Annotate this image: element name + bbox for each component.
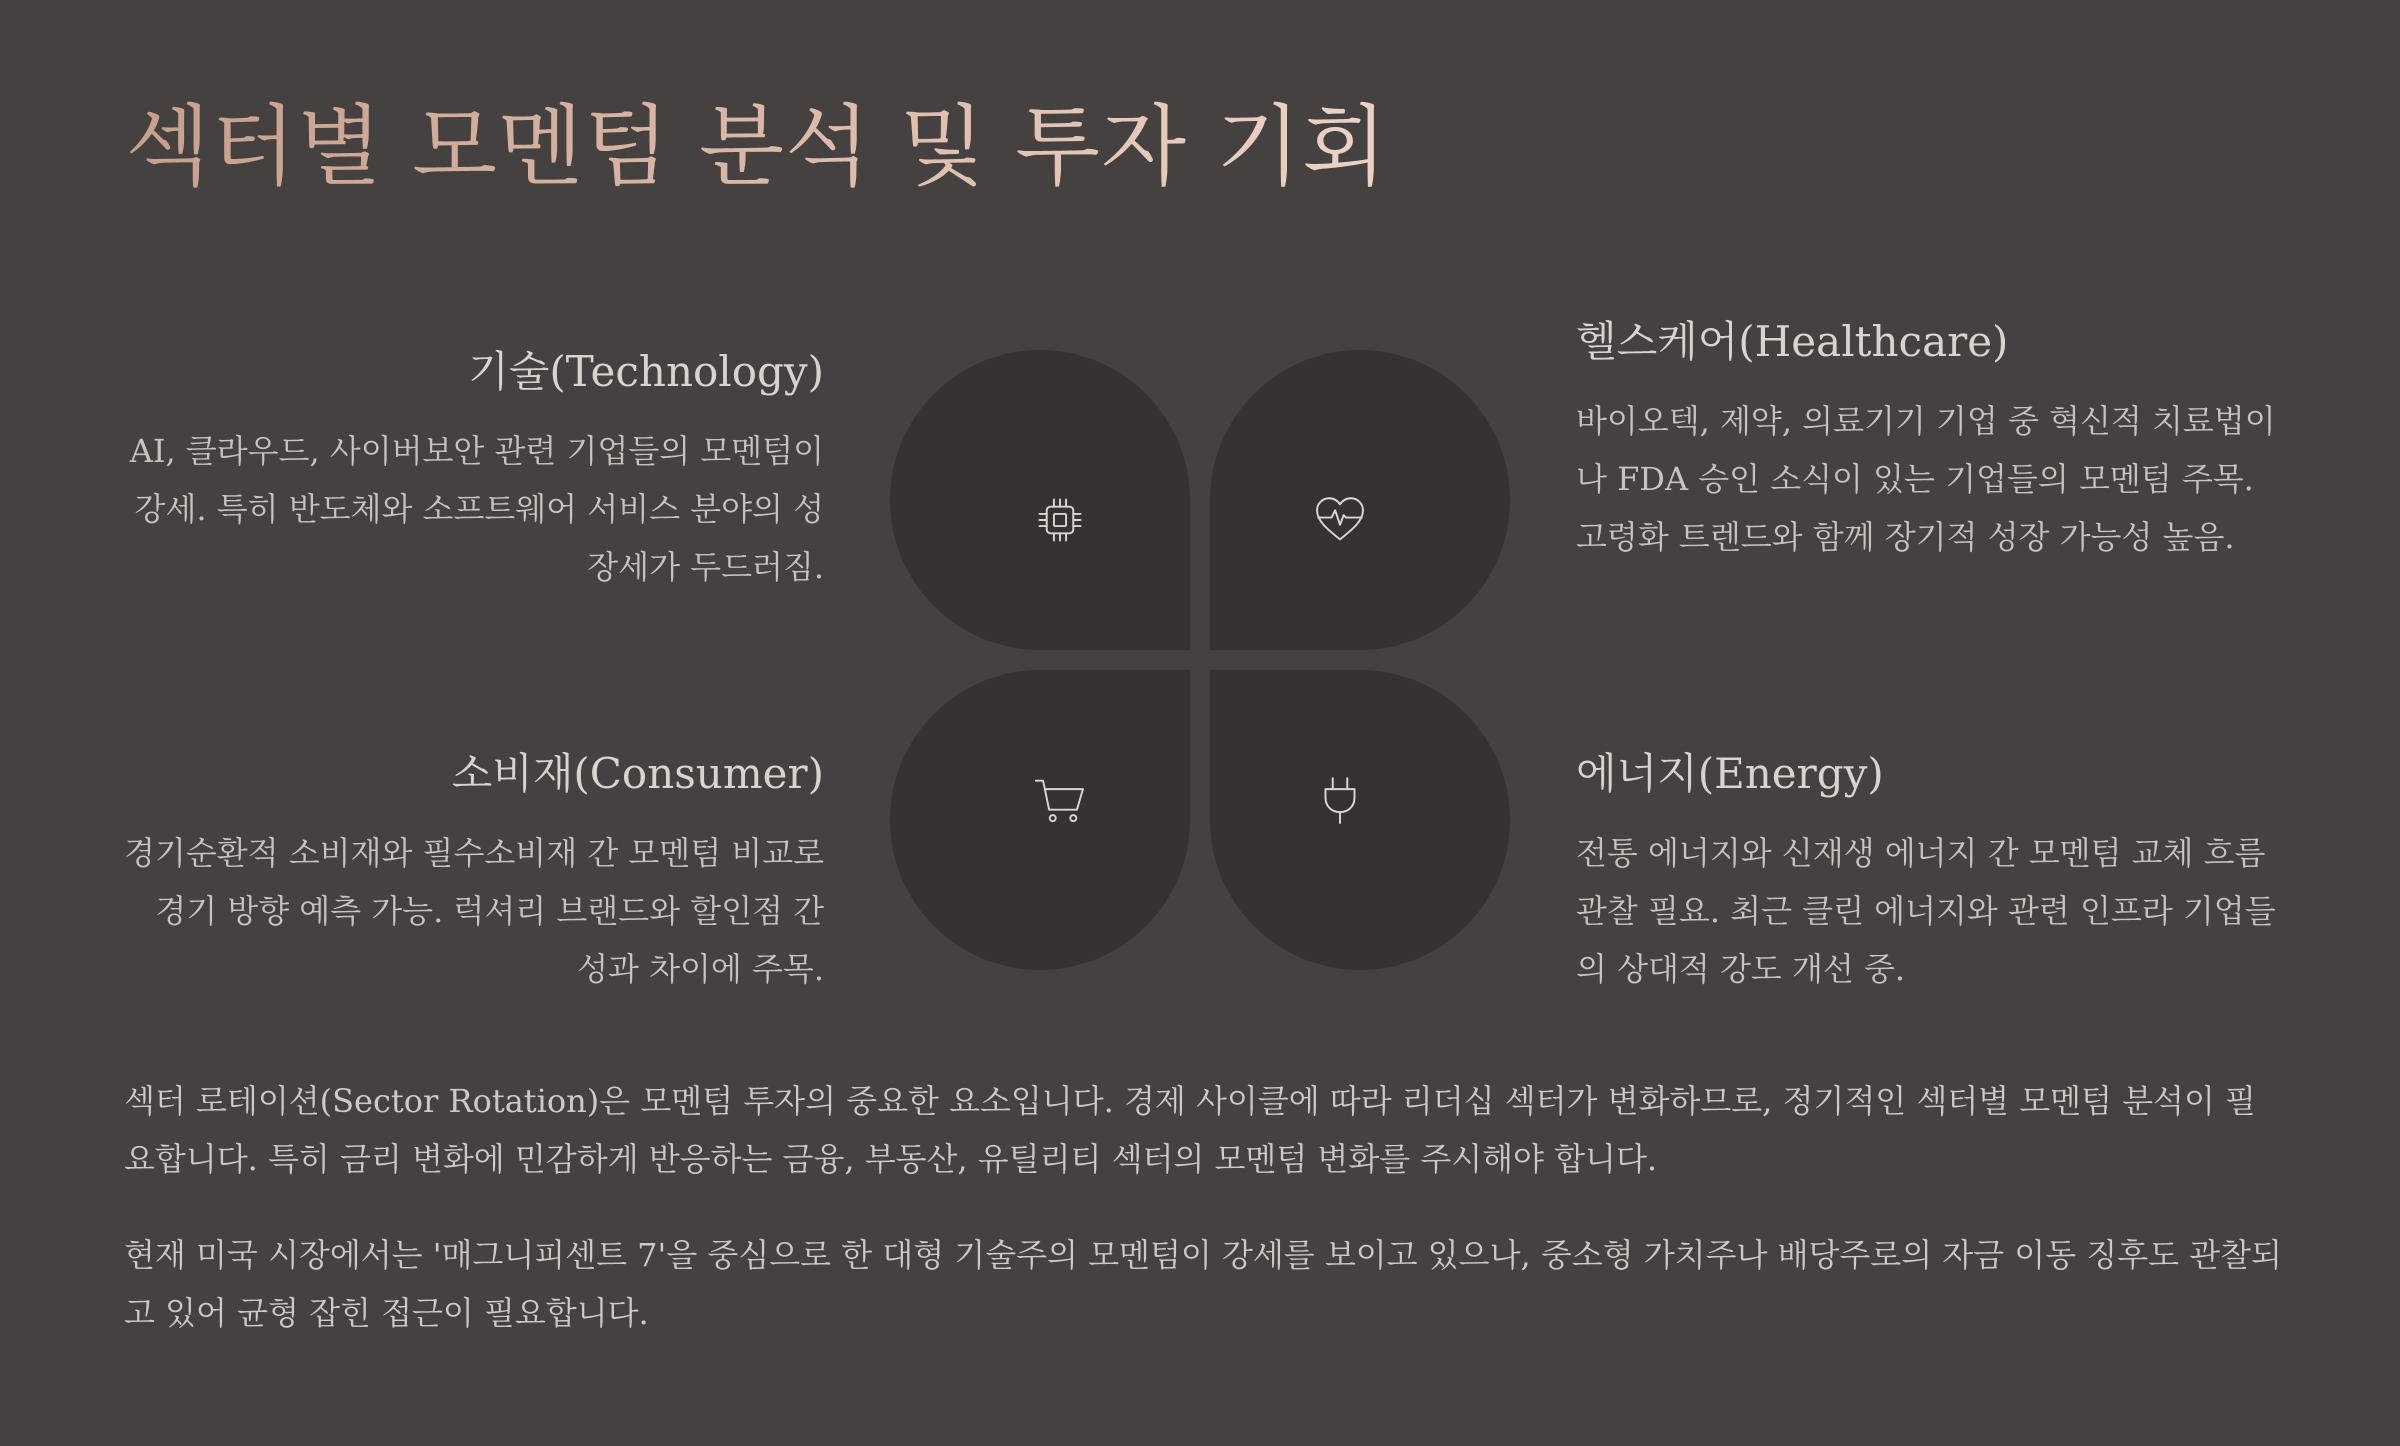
sector-description-healthcare: 바이오텍, 제약, 의료기기 기업 중 혁신적 치료법이나 FDA 승인 소식이 있는 기업들의 모멘텀 주목. 고령화 트렌드와 함께 장기적 성장 가능성 높음. [1576, 402, 2276, 556]
sector-description-consumer: 경기순환적 소비재와 필수소비재 간 모멘텀 비교로 경기 방향 예측 가능. 럭셔리 브랜드와 할인점 간 성과 차이에 주목. [124, 834, 825, 988]
shopping-cart-icon [1031, 771, 1089, 829]
cpu-icon [1031, 491, 1089, 549]
plug-icon [1311, 771, 1369, 829]
petal-energy [1210, 670, 1510, 970]
petal-technology [890, 350, 1190, 650]
sector-heading-technology: 기술(Technology) [468, 347, 824, 396]
petal-healthcare [1210, 350, 1510, 650]
page-title: 섹터별 모멘텀 분석 및 투자 기회 [125, 92, 1388, 202]
sector-energy [1576, 746, 2276, 998]
sector-heading-energy: 에너지(Energy) [1576, 749, 1884, 798]
sector-heading-consumer: 소비재(Consumer) [451, 749, 824, 798]
heart-pulse-icon [1311, 491, 1369, 549]
sector-description-energy: 전통 에너지와 신재생 에너지 간 모멘텀 교체 흐름 관찰 필요. 최근 클린 에너지와 관련 인프라 기업들의 상대적 강도 개선 중. [1576, 834, 2276, 988]
sector-consumer [124, 746, 824, 998]
petal-consumer [890, 670, 1190, 970]
market-trend-paragraph: 현재 미국 시장에서는 '매그니피센트 7'을 중심으로 한 대형 기술주의 모멘텀이 강세를 보이고 있으나, 중소형 가치주나 배당주로의 자금 이동 징후도 관찰되고 있어 균형 잡힌 접근이 필요합니다. [124, 1236, 2282, 1332]
sector-heading-healthcare: 헬스케어(Healthcare) [1576, 317, 2009, 366]
sector-technology [124, 344, 824, 596]
sector-description-technology: AI, 클라우드, 사이버보안 관련 기업들의 모멘텀이 강세. 특히 반도체와 소프트웨어 서비스 분야의 성장세가 두드러짐. [129, 432, 824, 586]
sector-healthcare [1576, 314, 2276, 566]
sector-rotation-paragraph: 섹터 로테이션(Sector Rotation)은 모멘텀 투자의 중요한 요소입니다. 경제 사이클에 따라 리더십 섹터가 변화하므로, 정기적인 섹터별 모멘텀 분석이 필요합니다. 특히 금리 변화에 민감하게 반응하는 금융, 부동산, 유틸리티 섹터의 모멘텀 변화를 주시해야 합니다. [124, 1082, 2256, 1178]
